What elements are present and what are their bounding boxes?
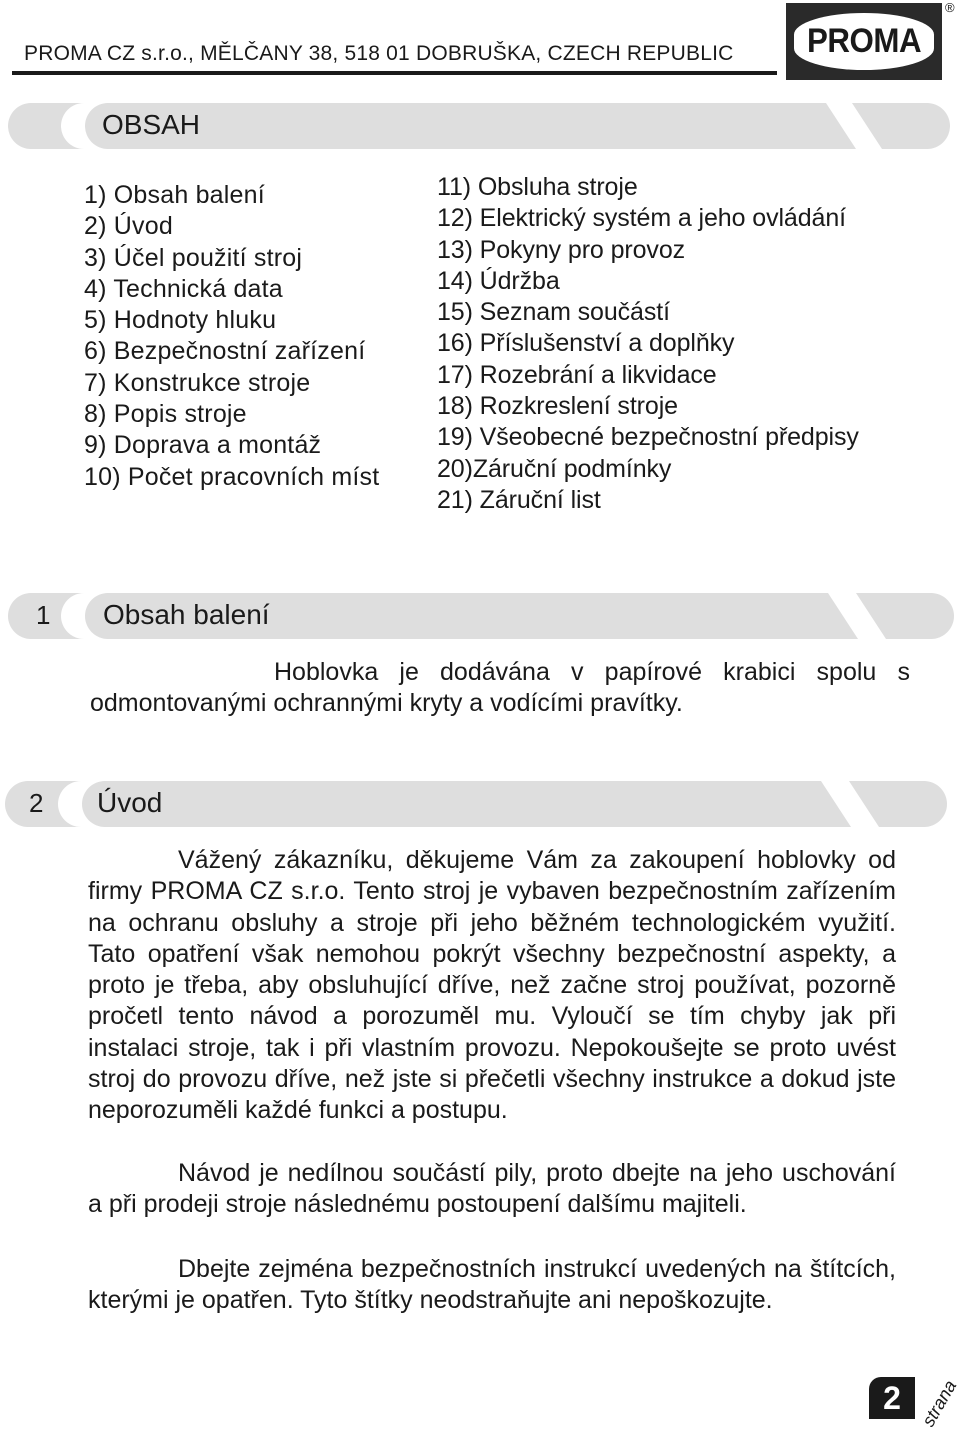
proma-logo bbox=[786, 3, 942, 80]
section-1-paragraph: Hoblovka je dodávána v papírové krabici spolu s odmontovanými ochrannými kryty a vodícími pravítky. bbox=[90, 658, 910, 718]
toc-item: 9) Doprava a montáž bbox=[84, 431, 322, 460]
toc-item: 1) Obsah balení bbox=[84, 181, 265, 209]
toc-item: 7) Konstrukce stroje bbox=[84, 368, 311, 397]
page-number: 2 bbox=[883, 1380, 901, 1416]
toc-item: 21) Záruční list bbox=[437, 485, 601, 514]
toc-item: 12) Elektrický systém a jeho ovládání bbox=[437, 204, 846, 233]
toc-item: 10) Počet pracovních míst bbox=[84, 462, 380, 491]
section-2-title: Úvod bbox=[97, 787, 163, 818]
header-rule bbox=[12, 71, 777, 75]
toc-item: 15) Seznam součástí bbox=[437, 298, 670, 327]
toc-item: 16) Příslušenství a doplňky bbox=[437, 329, 735, 358]
toc-item: 19) Všeobecné bezpečnostní předpisy bbox=[437, 423, 859, 452]
section-2-heading-bar bbox=[5, 781, 947, 827]
toc-item: 17) Rozebrání a likvidace bbox=[437, 360, 717, 389]
toc-item: 11) Obsluha stroje bbox=[437, 173, 638, 201]
section-1-heading-bar bbox=[8, 593, 954, 639]
section-2-paragraph: Návod je nedílnou součástí pily, proto dbejte na jeho uschování a při prodeji stroje následnému postoupení dalšímu majiteli. bbox=[88, 1159, 896, 1219]
toc-left-column bbox=[84, 180, 379, 493]
company-address: PROMA CZ s.r.o., MĚLČANY 38, 518 01 DOBRUŠKA, CZECH REPUBLIC bbox=[24, 42, 734, 65]
section-1-title: Obsah balení bbox=[103, 599, 270, 630]
toc-right-column bbox=[437, 172, 859, 516]
toc-item: 5) Hodnoty hluku bbox=[84, 306, 277, 335]
toc-item: 13) Pokyny pro provoz bbox=[437, 235, 686, 264]
section-2-paragraph: Vážený zákazníku, děkujeme Vám za zakoupení hoblovky od firmy PROMA CZ s.r.o. Tento stroj je vybaven bezpečnostním zařízením na ochranu obsluhy a stroje při jeho běžném technologickém využití. Tato opatření však nemohou pokrýt všechny bezpečnostní aspekty, a proto je třeba, aby obsluhující dříve, než začne stroj používat, pozorně pročetl tento návod a porozuměl mu. Vyloučí se tím chyby jak při instalaci stroje, tak i při vlastním provozu. Nepokoušejte se proto uvést stroj do provozu dříve, než jste si přečetli všechny instrukce a dokud jste neporozuměli každé funkci a postupu. bbox=[88, 846, 896, 1125]
section-2-paragraph: Dbejte zejména bezpečnostních instrukcí uvedených na štítcích, kterými je opatřen. Tyto štítky neodstraňujte ani nepoškozujte. bbox=[88, 1255, 896, 1315]
section-1-number: 1 bbox=[36, 600, 51, 630]
toc-item: 3) Účel použití stroj bbox=[84, 243, 303, 272]
page-label: strana bbox=[918, 1376, 960, 1430]
toc-item: 6) Bezpečnostní zařízení bbox=[84, 337, 366, 366]
section-2-number: 2 bbox=[29, 788, 44, 818]
toc-item: 18) Rozkreslení stroje bbox=[437, 392, 678, 421]
toc-item: 14) Údržba bbox=[437, 266, 560, 295]
logo-text: PROMA bbox=[806, 22, 922, 60]
toc-title: OBSAH bbox=[102, 109, 201, 140]
toc-heading-bar bbox=[8, 103, 950, 149]
toc-item: 4) Technická data bbox=[84, 274, 283, 303]
toc-item: 8) Popis stroje bbox=[84, 400, 247, 429]
logo-badge bbox=[794, 13, 934, 70]
toc-item: 2) Úvod bbox=[84, 212, 173, 241]
toc-item: 20)Záruční podmínky bbox=[437, 454, 672, 483]
registered-mark: ® bbox=[945, 0, 955, 15]
page-number-badge bbox=[869, 1377, 915, 1419]
